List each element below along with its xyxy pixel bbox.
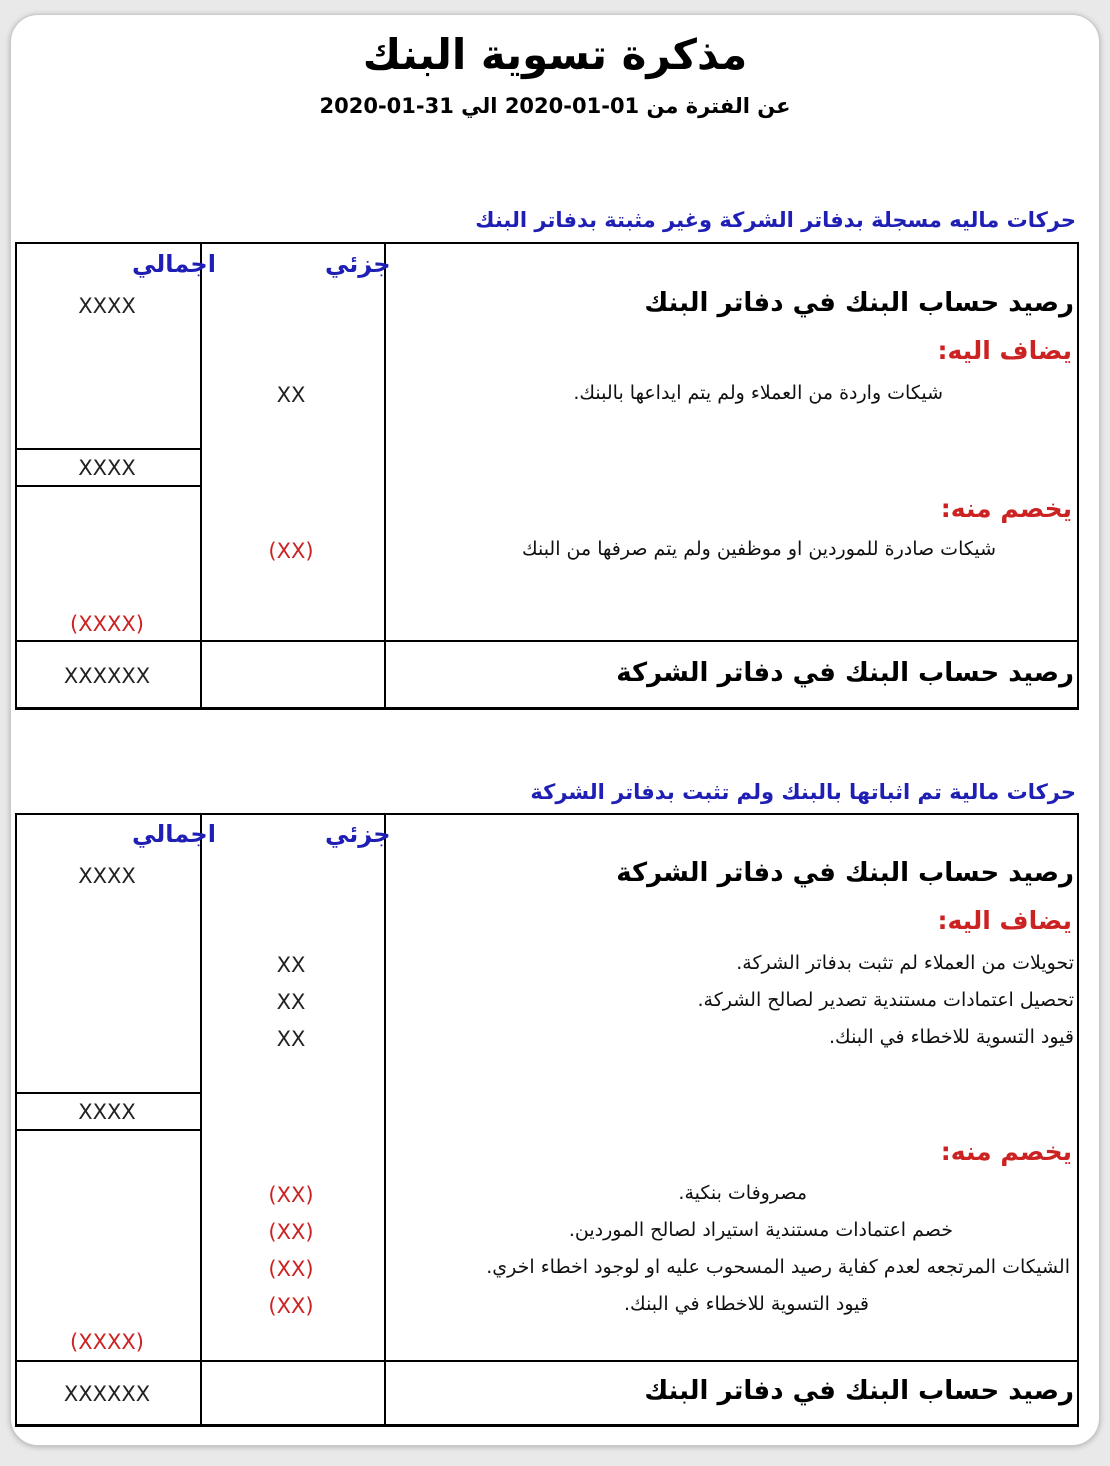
section2-closing-label: رصيد حساب البنك في دفاتر البنك [644, 1376, 1074, 1406]
column-divider [200, 815, 202, 1424]
closing-row-line [17, 640, 1077, 642]
period-subtitle: عن الفترة من 01-01-2020 الي 31-01-2020 [319, 94, 791, 118]
section1-deduct-label: يخصم منه: [940, 494, 1072, 523]
section2-deduct-amount: (XX) [268, 1183, 314, 1207]
page-title: مذكرة تسوية البنك [362, 30, 748, 79]
section2-subtotal: XXXX [78, 1100, 136, 1124]
section1-opening-total: XXXX [78, 294, 136, 318]
section1-opening-label: رصيد حساب البنك في دفاتر البنك [644, 288, 1074, 318]
section2-total-header: اجمالي [132, 820, 216, 848]
section1-total-header: اجمالي [132, 250, 216, 278]
column-divider [384, 815, 386, 1424]
section1-deduct-amount: (XX) [268, 539, 314, 563]
section2-deduct-item: مصروفات بنكية. [678, 1182, 807, 1204]
section1-add-item: شيكات واردة من العملاء ولم يتم ايداعها بالبنك. [573, 382, 943, 404]
section2-opening-total: XXXX [78, 864, 136, 888]
section2-deduct-amount: (XX) [268, 1294, 314, 1318]
section2-add-item: قيود التسوية للاخطاء في البنك. [829, 1026, 1074, 1048]
section1-add-label: يضاف اليه: [937, 336, 1072, 365]
section2-deduct-label: يخصم منه: [940, 1137, 1072, 1166]
column-divider [200, 244, 202, 707]
subtotal-top-line [17, 1092, 202, 1094]
section2-deduct-item: خصم اعتمادات مستندية استيراد لصالح الموردين. [568, 1219, 953, 1241]
section2-add-amount: XX [276, 1027, 306, 1051]
subtotal-bottom-line [17, 1129, 202, 1131]
section1-closing-label: رصيد حساب البنك في دفاتر الشركة [616, 658, 1074, 688]
section2-add-item: تحصيل اعتمادات مستندية تصدير لصالح الشركة. [697, 989, 1074, 1011]
subtotal-top-line [17, 448, 202, 450]
section1-partial-header: جزئي [325, 250, 391, 278]
section2-title: حركات مالية تم اثباتها بالبنك ولم تثبت بدفاتر الشركة [530, 780, 1076, 804]
section1-title: حركات ماليه مسجلة بدفاتر الشركة وغير مثبتة بدفاتر البنك [475, 208, 1076, 232]
section1-add-amount: XX [276, 383, 306, 407]
section2-deduct-total: (XXXX) [70, 1330, 144, 1354]
section1-subtotal: XXXX [78, 456, 136, 480]
section2-partial-header: جزئي [325, 820, 391, 848]
section2-add-item: تحويلات من العملاء لم تثبت بدفاتر الشركة. [736, 952, 1074, 974]
section2-opening-label: رصيد حساب البنك في دفاتر الشركة [616, 858, 1074, 888]
section2-deduct-item: قيود التسوية للاخطاء في البنك. [624, 1293, 869, 1315]
section1-deduct-item: شيكات صادرة للموردين او موظفين ولم يتم صرفها من البنك [521, 538, 996, 560]
section2-add-amount: XX [276, 990, 306, 1014]
subtotal-bottom-line [17, 485, 202, 487]
section2-closing-total: XXXXXX [63, 1382, 151, 1406]
section1-closing-total: XXXXXX [63, 664, 151, 688]
section2-deduct-item: الشيكات المرتجعه لعدم كفاية رصيد المسحوب عليه او لوجود اخطاء اخري. [486, 1256, 1070, 1278]
section2-add-label: يضاف اليه: [937, 906, 1072, 935]
column-divider [384, 244, 386, 707]
closing-row-line [17, 1360, 1077, 1362]
section1-deduct-total: (XXXX) [70, 612, 144, 636]
section2-deduct-amount: (XX) [268, 1257, 314, 1281]
section2-add-amount: XX [276, 953, 306, 977]
section2-deduct-amount: (XX) [268, 1220, 314, 1244]
